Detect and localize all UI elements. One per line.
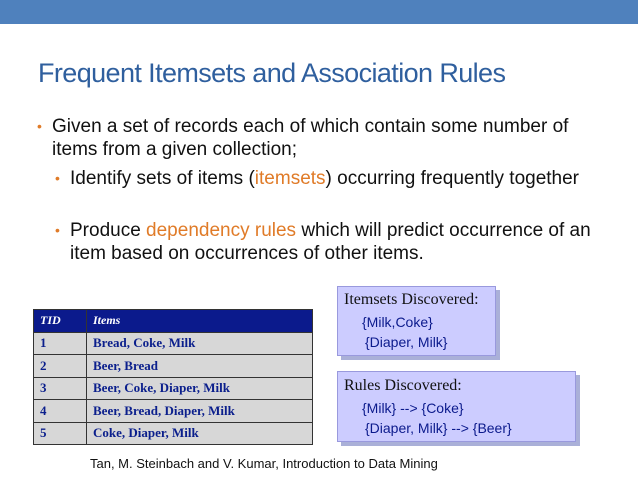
bullet-records-text: Given a set of records each of which contain some number of items from a given collection;: [52, 116, 569, 160]
table-row: [34, 400, 313, 423]
top-bar: [0, 0, 638, 24]
bullet-dot: •: [55, 222, 60, 238]
bullet-rules-post: which will predict occurrence of an item based on occurrences of other items.: [70, 220, 591, 264]
bullet-itemsets: [55, 167, 610, 190]
slide-title: Frequent Itemsets and Association Rules: [38, 58, 506, 88]
header-tid: TID: [34, 310, 87, 333]
rule-line: {Milk} --> {Coke}: [362, 400, 464, 416]
items-cell: Beer, Bread, Diaper, Milk: [87, 400, 313, 423]
itemsets-box-title: Itemsets Discovered:: [344, 291, 479, 308]
rule-line: {Diaper, Milk} --> {Beer}: [365, 420, 512, 436]
table-row: [34, 355, 313, 378]
bullet-records: [37, 115, 612, 161]
tid-cell: 4: [34, 400, 87, 423]
tid-cell: 2: [34, 355, 87, 378]
itemsets-discovered-box: [337, 286, 496, 356]
bullet-itemsets-pre: Identify sets of items (: [70, 168, 255, 189]
itemset-line: {Diaper, Milk}: [365, 334, 448, 350]
bullet-rules-pre: Produce: [70, 220, 147, 241]
items-cell: Bread, Coke, Milk: [87, 332, 313, 355]
table-row: [34, 377, 313, 400]
items-cell: Beer, Coke, Diaper, Milk: [87, 377, 313, 400]
table-row: [34, 422, 313, 445]
bullet-dot: •: [55, 170, 60, 186]
rules-discovered-box: [337, 371, 576, 442]
tid-cell: 5: [34, 422, 87, 445]
items-cell: Coke, Diaper, Milk: [87, 422, 313, 445]
transactions-table: [33, 309, 313, 445]
tid-cell: 1: [34, 332, 87, 355]
table-header-row: [34, 310, 313, 333]
bullet-rules: [55, 219, 610, 265]
bullet-itemsets-post: ) occurring frequently together: [325, 168, 580, 189]
tid-cell: 3: [34, 377, 87, 400]
bullet-dot: •: [37, 118, 42, 134]
dependency-rules-highlight: dependency rules: [146, 220, 297, 241]
itemsets-highlight: itemsets: [254, 168, 326, 189]
itemset-line: {Milk,Coke}: [362, 314, 433, 330]
citation: Tan, M. Steinbach and V. Kumar, Introduction to Data Mining: [90, 456, 438, 471]
items-cell: Beer, Bread: [87, 355, 313, 378]
table-row: [34, 332, 313, 355]
rules-box-title: Rules Discovered:: [344, 377, 462, 394]
header-items: Items: [87, 310, 313, 333]
